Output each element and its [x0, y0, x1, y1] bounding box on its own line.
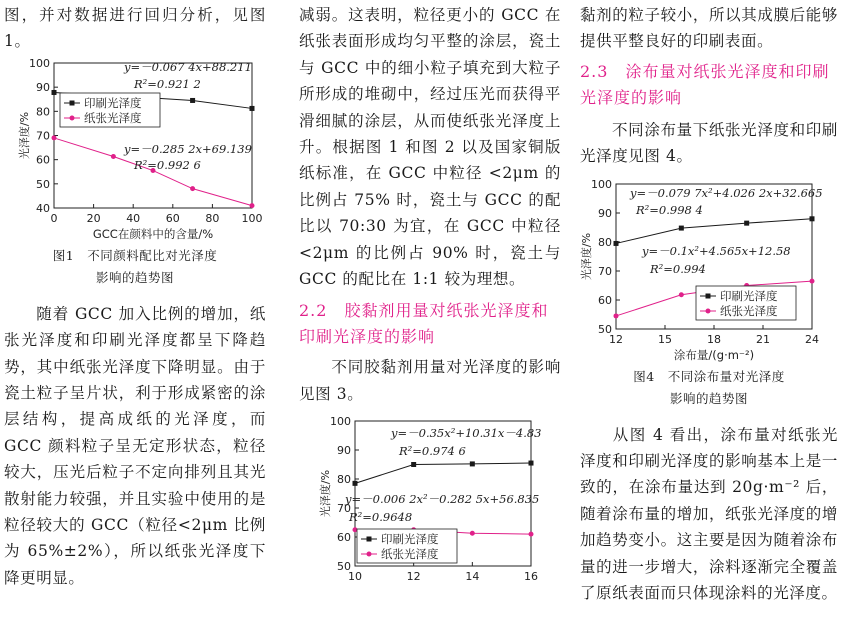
- fig1-y-tick-label: 60: [36, 153, 50, 167]
- fig4-data-point: [744, 220, 749, 225]
- fig4-y-tick-label: 70: [598, 264, 612, 278]
- fig3-legend-marker: [367, 537, 372, 542]
- fig4-x-tick-label: 18: [707, 332, 721, 346]
- fig3-regression-equation: y=－0.35x²+10.31x－4.83: [391, 426, 542, 441]
- fig1-y-tick-label: 70: [36, 129, 50, 143]
- col1-paragraph: [4, 301, 266, 591]
- fig4-data-point: [679, 292, 684, 297]
- fig1-y-tick-label: 100: [29, 56, 50, 70]
- fig4-y-tick-label: 100: [591, 177, 612, 191]
- fig3-x-tick-label: 10: [348, 570, 362, 584]
- fig3-legend-marker: [367, 552, 372, 557]
- figure-3-chart: [299, 413, 561, 588]
- figure-4-caption: [580, 366, 838, 410]
- fig1-x-tick-label: 40: [126, 211, 141, 225]
- fig1-x-tick-label: 0: [50, 211, 58, 225]
- fig4-legend-label: 印刷光泽度: [720, 288, 778, 303]
- col3-paragraph-2: [580, 117, 838, 170]
- col3-paragraph-1: 黏剂的粒子较小，所以其成膜后能够提供平整良好的印刷表面。: [580, 6, 838, 51]
- fig1-data-point: [190, 98, 195, 103]
- fig1-legend-marker: [70, 100, 75, 105]
- fig4-x-tick-label: 15: [658, 332, 672, 346]
- fig1-x-tick-label: 80: [205, 211, 220, 225]
- fig4-x-tick-label: 21: [756, 332, 770, 346]
- fig3-data-point: [353, 481, 358, 486]
- fig1-r-squared: R²=0.921 2: [134, 76, 201, 91]
- fig4-r-squared: R²=0.998 4: [636, 202, 703, 217]
- fig4-regression-equation: y=－0.1x²+4.565x+12.58: [642, 243, 791, 258]
- figure-1-caption: [4, 245, 266, 289]
- column-3: [580, 0, 838, 606]
- fig1-x-tick-label: 60: [165, 211, 180, 225]
- fig4-x-tick-label: 24: [805, 332, 819, 346]
- col1-top-text: 图，并对数据进行回归分析，见图 1。: [4, 6, 266, 51]
- section-heading-2-2: 2.2 胶黏剂用量对纸张光泽度和印刷光泽度的影响: [299, 301, 549, 347]
- fig1-legend-label: 纸张光泽度: [84, 110, 142, 125]
- fig3-r-squared: R²=0.9648: [349, 510, 413, 525]
- fig1-data-point: [52, 135, 57, 140]
- fig4-r-squared: R²=0.994: [650, 261, 706, 276]
- fig3-data-point: [470, 531, 475, 536]
- fig1-data-point: [250, 203, 255, 208]
- figure-4-caption-line1: 图4 不同涂布量对光泽度: [633, 368, 785, 384]
- col2-paragraph-2: [299, 354, 561, 407]
- fig3-x-tick-label: 12: [406, 570, 421, 584]
- figure-1-caption-line2: 影响的趋势图: [95, 269, 174, 285]
- fig4-data-point: [679, 225, 684, 230]
- col2-paragraph-1: 减弱。这表明，粒径更小的 GCC 在纸张表面形成均匀平整的涂层，瓷土与 GCC 中的细小粒子填充到大粒子所形成的堆砌中，经过压光而获得平滑细腻的涂层，从而使纸张光泽度上升。根据图 1 和图 2 以及国家铜版纸标准，在 GCC 中粒径 <2μm 的比例占 75% 时，瓷土与 GCC 的配比以 70:30 为宜，在 GCC 中粒径 <2μm 的比例占 90% 时，瓷土与 GCC 的配比在 1:1 较为理想。: [299, 6, 561, 289]
- fig1-y-tick-label: 40: [36, 201, 50, 215]
- fig4-x-tick-label: 12: [609, 332, 623, 346]
- fig1-y-tick-label: 50: [36, 177, 50, 191]
- figure-4-caption-line2: 影响的趋势图: [669, 390, 748, 406]
- column-2: [299, 0, 561, 588]
- fig1-r-squared: R²=0.992 6: [134, 157, 201, 172]
- fig3-regression-equation: y=－0.006 2x²－0.282 5x+56.835: [345, 492, 540, 507]
- fig3-x-tick-label: 14: [465, 570, 480, 584]
- column-1: [4, 0, 266, 591]
- fig1-data-point: [190, 186, 195, 191]
- fig4-data-point: [614, 313, 619, 318]
- fig3-data-point: [529, 532, 534, 537]
- fig1-regression-equation: y=－0.067 4x+88.211: [124, 59, 252, 74]
- fig4-regression-equation: y=－0.079 7x²+4.026 2x+32.665: [630, 185, 823, 200]
- col3-paragraph-3: [580, 422, 838, 607]
- fig4-y-tick-label: 90: [598, 206, 612, 220]
- fig1-regression-equation: y=－0.285 2x+69.139: [124, 141, 252, 156]
- fig1-y-tick-label: 80: [36, 105, 50, 119]
- fig4-legend-label: 纸张光泽度: [720, 303, 778, 318]
- fig3-y-tick-label: 90: [337, 444, 351, 458]
- col3-paragraph-2-text: 不同涂布量下纸张光泽度和印刷光泽度见图 4。: [580, 120, 838, 166]
- fig3-r-squared: R²=0.974 6: [399, 444, 466, 459]
- fig4-data-point: [810, 278, 815, 283]
- fig3-y-tick-label: 50: [337, 560, 351, 574]
- fig3-y-axis-label: 光泽度/%: [319, 470, 332, 518]
- figure-4-chart: [580, 176, 838, 366]
- fig3-x-tick-label: 16: [524, 570, 538, 584]
- fig1-y-tick-label: 90: [36, 80, 50, 94]
- col1-paragraph-text: 随着 GCC 加入比例的增加，纸张光泽度和印刷光泽度都呈下降趋势，其中纸张光泽度下降明显。由于瓷土粒子呈片状，利于形成紧密的涂层结构，提高成纸的光泽度，而 GCC 颜料粒子呈无定形状态，粒径较大，压光后粒子不定向排列且其光散射能力较强，并且实验中使用的是粒径较大的 GCC（粒径<2μm 比例为 65%±2%），所以纸张光泽度下降更明显。: [4, 304, 266, 587]
- col3-paragraph-3-text: 从图 4 看出，涂布量对纸张光泽度和印刷光泽度的影响基本上是一致的，在涂布量达到 20g·m⁻² 后，随着涂布量的增加，纸张光泽度的增加趋势变小。这主要是因为随着涂布量的进一步增大，涂料逐渐完全覆盖了原纸表面而只体现涂料的光泽度。: [580, 425, 838, 603]
- fig4-y-tick-label: 50: [598, 322, 612, 336]
- fig1-data-point: [250, 106, 255, 111]
- fig1-data-point: [111, 154, 116, 159]
- fig3-legend-label: 印刷光泽度: [381, 532, 439, 547]
- fig4-data-point: [614, 241, 619, 246]
- fig3-data-point: [529, 461, 534, 466]
- fig4-y-tick-label: 60: [598, 293, 612, 307]
- fig1-y-axis-label: 光泽度/%: [18, 111, 31, 159]
- fig4-legend-marker: [706, 308, 711, 313]
- fig4-y-tick-label: 80: [598, 235, 612, 249]
- col2-paragraph-2-text: 不同胶黏剂用量对光泽度的影响见图 3。: [299, 358, 561, 403]
- fig4-legend-marker: [706, 293, 711, 298]
- fig1-legend-label: 印刷光泽度: [84, 95, 142, 110]
- fig3-y-tick-label: 80: [337, 473, 351, 487]
- fig3-data-point: [411, 462, 416, 467]
- fig3-y-tick-label: 70: [337, 502, 351, 516]
- fig3-data-point: [470, 462, 475, 467]
- fig1-x-tick-label: 100: [241, 211, 263, 225]
- fig1-legend-marker: [70, 115, 75, 120]
- fig1-x-axis-label: GCC在颜料中的含量/%: [92, 226, 214, 241]
- fig1-data-point: [52, 90, 57, 95]
- fig3-legend-label: 纸张光泽度: [381, 547, 439, 562]
- fig1-x-tick-label: 20: [86, 211, 101, 225]
- fig3-y-tick-label: 60: [337, 531, 351, 545]
- fig4-x-axis-label: 涂布量/(g·m⁻²): [673, 347, 755, 362]
- fig4-series-line: [616, 218, 812, 243]
- fig3-y-tick-label: 100: [330, 415, 351, 429]
- figure-1-caption-line1: 图1 不同颜料配比对光泽度: [52, 247, 218, 263]
- fig4-data-point: [810, 216, 815, 221]
- fig3-series-line: [355, 463, 531, 483]
- section-heading-2-3: 2.3 涂布量对纸张光泽度和印刷光泽度的影响: [580, 61, 830, 107]
- fig4-y-axis-label: 光泽度/%: [580, 232, 593, 280]
- figure-1-chart: [4, 55, 266, 245]
